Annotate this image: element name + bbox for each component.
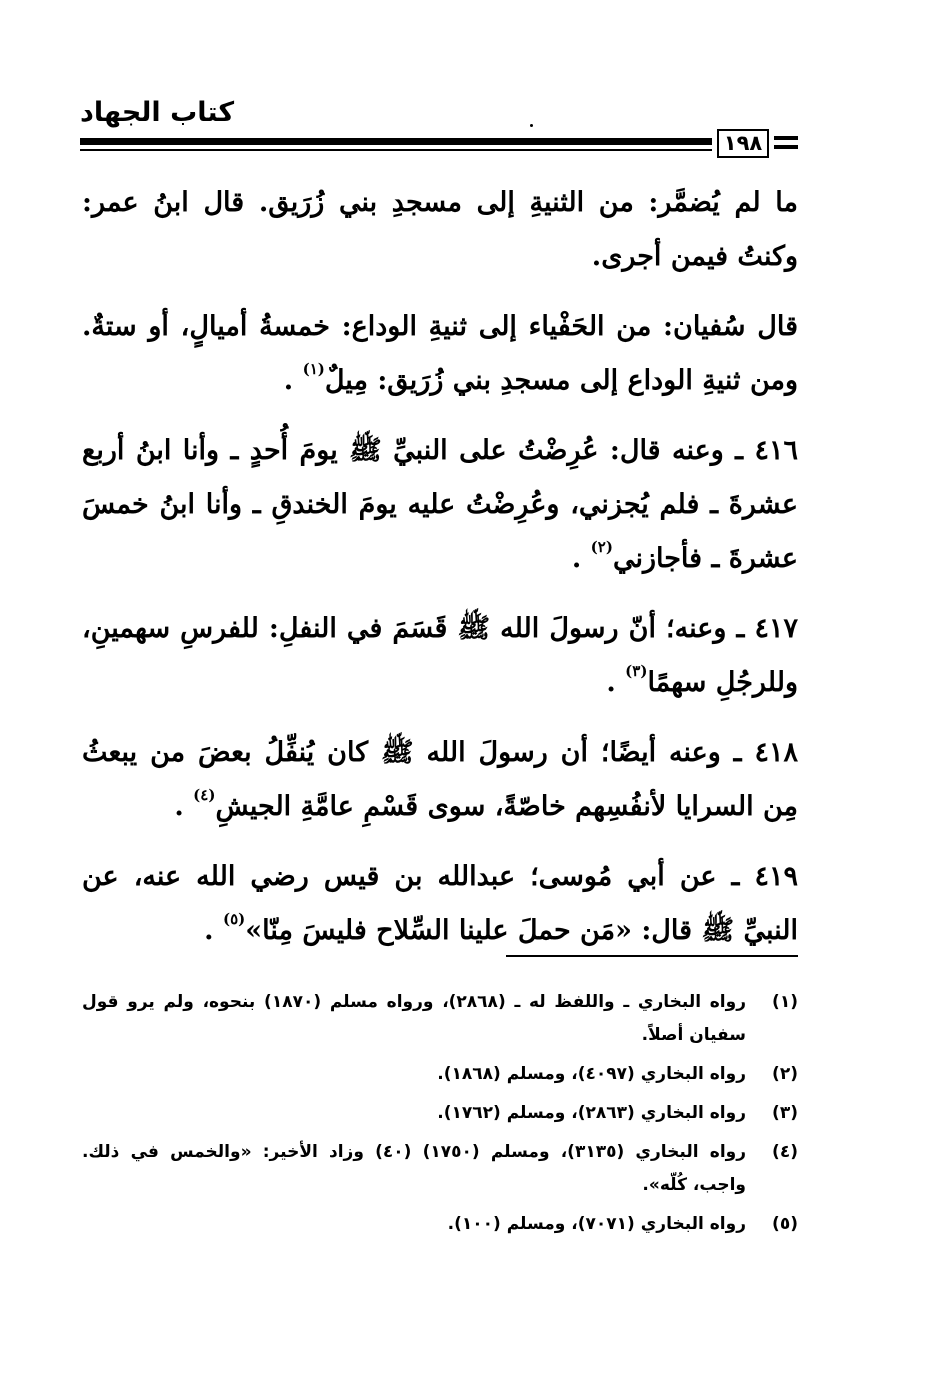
hadith-number: ٤١٦ bbox=[754, 435, 798, 466]
paragraph-text: ـ وعنه؛ أنّ رسولَ الله ﷺ قَسَمَ في النفلِ: للفرسِ سهمينِ، وللرجُلِ سهمًا bbox=[82, 613, 798, 698]
footnotes bbox=[82, 986, 798, 1247]
hadith-number: ٤١٨ bbox=[754, 737, 798, 768]
footnote-ref: (١) bbox=[302, 360, 325, 378]
paragraph-end: . bbox=[174, 791, 184, 822]
paragraph-text: ـ عن أبي مُوسى؛ عبدالله بن قيس رضي الله عنه، عن النبيِّ ﷺ قال: «مَن حملَ علينا السِّلاح فليسَ مِنّا» bbox=[82, 861, 798, 946]
paragraph bbox=[82, 300, 798, 408]
paragraph-end: . bbox=[571, 543, 582, 574]
footnote-separator bbox=[506, 955, 798, 957]
footnote-text: رواه البخاري ـ واللفظ له ـ (٢٨٦٨)، ورواه مسلم (١٨٧٠) بنحوه، ولم يرو قول سفيان أصلاً. bbox=[82, 992, 746, 1045]
paragraph-end: . bbox=[283, 365, 294, 396]
footnote-text: رواه البخاري (٣١٣٥)، ومسلم (١٧٥٠) (٤٠) وزاد الأخير: «والخمس في ذلك. واجب، كُلّه». bbox=[82, 1142, 746, 1195]
header-rule-thin bbox=[80, 149, 712, 151]
footnote-label: (١) bbox=[772, 992, 798, 1012]
header-rule bbox=[80, 138, 712, 145]
footnote-text: رواه البخاري (٢٨٦٣)، ومسلم (١٧٦٢). bbox=[437, 1103, 746, 1123]
hadith-paragraph bbox=[82, 602, 798, 710]
footnote-ref: (٤) bbox=[193, 786, 216, 804]
footnote-text: رواه البخاري (٧٠٧١)، ومسلم (١٠٠). bbox=[447, 1214, 746, 1234]
footnote-ref: (٢) bbox=[590, 538, 613, 556]
ink-dot bbox=[530, 124, 533, 127]
footnote bbox=[82, 1058, 798, 1091]
body-text bbox=[82, 176, 798, 974]
footnote bbox=[82, 1208, 798, 1241]
paragraph-text: ـ وعنه أيضًا؛ أن رسولَ الله ﷺ كان يُنفِّلُ بعضَ من يبعثُ مِن السرايا لأنفُسِهم خاصّةً، سوى قَسْمِ عامَّةِ الجيشِ bbox=[82, 737, 798, 822]
paragraph-end: . bbox=[606, 667, 616, 698]
footnote-label: (٥) bbox=[772, 1214, 798, 1234]
hadith-paragraph bbox=[82, 424, 798, 586]
footnote-text: رواه البخاري (٤٠٩٧)، ومسلم (١٨٦٨). bbox=[437, 1064, 746, 1084]
footnote-ref: (٣) bbox=[625, 662, 648, 680]
footnote-label: (٣) bbox=[772, 1103, 798, 1123]
hadith-paragraph bbox=[82, 726, 798, 834]
page-number: ١٩٨ bbox=[717, 129, 769, 158]
paragraph-end: . bbox=[204, 915, 214, 946]
footnote-ref: (٥) bbox=[222, 910, 246, 928]
page-number-ornament bbox=[774, 145, 798, 149]
paragraph-text: ما لم يُضمَّر: من الثنيةِ إلى مسجدِ بني زُرَيق. قال ابنُ عمر: وكنتُ فيمن أجرى. bbox=[82, 187, 798, 272]
page-number-ornament bbox=[774, 136, 798, 140]
paragraph-text: قال سُفيان: من الحَفْياء إلى ثنيةِ الوداع: خمسةُ أميالٍ، أو ستةٌ. ومن ثنيةِ الوداع إلى مسجدِ بني زُرَيق: مِيلٌ bbox=[82, 311, 798, 396]
footnote bbox=[82, 1097, 798, 1130]
footnote-label: (٤) bbox=[772, 1142, 798, 1162]
hadith-number: ٤١٧ bbox=[754, 613, 798, 644]
hadith-number: ٤١٩ bbox=[754, 861, 798, 892]
book-title: كتاب الجهاد bbox=[80, 97, 235, 128]
hadith-paragraph bbox=[82, 850, 798, 958]
paragraph-text: ـ وعنه قال: عُرِضْتُ على النبيِّ ﷺ يومَ أُحدٍ ـ وأنا ابنُ أربع عشرةَ ـ فلم يُجزني، وعُرِضْتُ عليه يومَ الخندقِ ـ وأنا ابنُ خمسَ عشرةَ ـ فأجازني bbox=[82, 435, 798, 574]
footnote-label: (٢) bbox=[772, 1064, 798, 1084]
footnote bbox=[82, 986, 798, 1052]
paragraph bbox=[82, 176, 798, 284]
running-header bbox=[80, 96, 800, 166]
footnote bbox=[82, 1136, 798, 1202]
